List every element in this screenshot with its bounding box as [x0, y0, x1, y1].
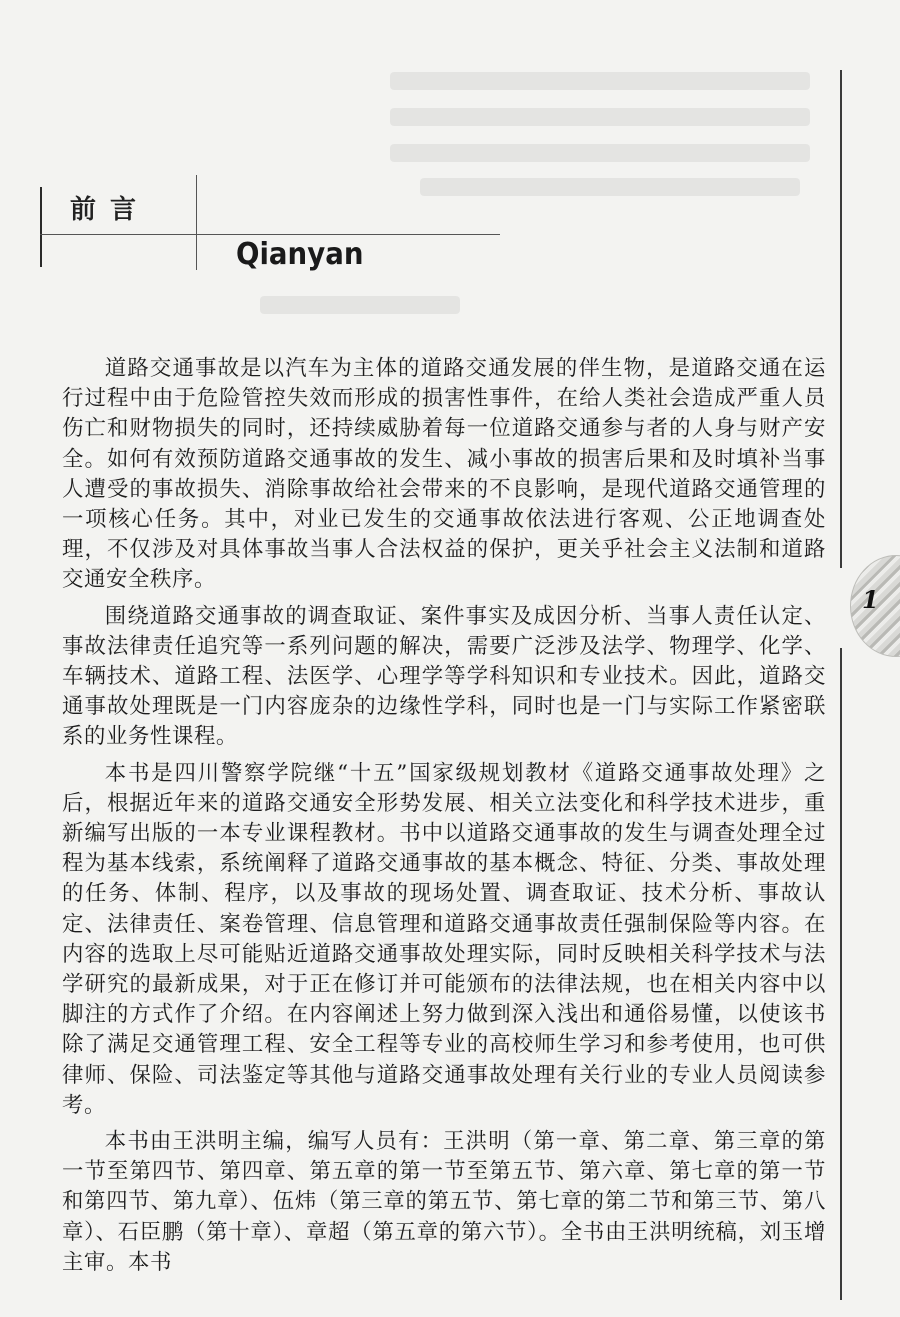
- paragraph: 本书由王洪明主编，编写人员有：王洪明（第一章、第二章、第三章的第一节至第四节、第四章、第五章的第一节至第五节、第六章、第七章的第一节和第四节、第九章）、伍炜（第三章的第五节、第七章的第二节和第三节、第八章）、石臣鹏（第十章）、章超（第五章的第六节）。全书由王洪明统稿，刘玉增主审。本书: [62, 1129, 826, 1275]
- heading-left-rule: [40, 187, 42, 267]
- page-number-ornament: [846, 555, 900, 655]
- heading-pinyin: Qianyan: [236, 237, 364, 272]
- heading-title: 前言: [70, 195, 151, 225]
- heading-divider-rule: [196, 175, 197, 270]
- paragraph: 围绕道路交通事故的调查取证、案件事实及成因分析、当事人责任认定、事故法律责任追究等一系列问题的解决，需要广泛涉及法学、物理学、化学、车辆技术、道路工程、法医学、心理学等学科知识和专业技术。因此，道路交通事故处理既是一门内容庞杂的边缘性学科，同时也是一门与实际工作紧密联系的业务性课程。: [62, 603, 826, 750]
- paragraph: 本书是四川警察学院继“十五”国家级规划教材《道路交通事故处理》之后，根据近年来的道路交通安全形势发展、相关立法变化和科学技术进步，重新编写出版的一本专业课程教材。书中以道路交通事故的发生与调查处理全过程为基本线索，系统阐释了道路交通事故的基本概念、特征、分类、事故处理的任务、体制、程序，以及事故的现场处置、调查取证、技术分析、事故认定、法律责任、案卷管理、信息管理和道路交通事故责任强制保险等内容。在内容的选取上尽可能贴近道路交通事故处理实际，同时反映相关科学技术与法学研究的最新成果，对于正在修订并可能颁布的法律法规，也在相关内容中以脚注的方式作了介绍。在内容阐述上努力做到深入浅出和通俗易懂，以使该书除了满足交通管理工程、安全工程等专业的高校师生学习和参考使用，也可供律师、保险、司法鉴定等其他与道路交通事故处理有关行业的专业人员阅读参考。: [62, 760, 826, 1118]
- heading-horizontal-rule: [40, 234, 500, 235]
- margin-rule: [840, 70, 842, 1300]
- paragraph: 道路交通事故是以汽车为主体的道路交通发展的伴生物，是道路交通在运行过程中由于危险管控失效而形成的损害性事件，在给人类社会造成严重人员伤亡和财物损失的同时，还持续威胁着每一位道路交通参与者的人身与财产安全。如何有效预防道路交通事故的发生、减小事故的损害后果和及时填补当事人遭受的事故损失、消除事故给社会带来的不良影响，是现代道路交通管理的一项核心任务。其中，对业已发生的交通事故依法进行客观、公正地调查处理，不仅涉及对具体事故当事人合法权益的保护，更关乎社会主义法制和道路交通安全秩序。: [62, 356, 826, 593]
- chapter-heading: [40, 175, 500, 270]
- page-number: 1: [862, 585, 879, 614]
- preface-body: [62, 354, 826, 1278]
